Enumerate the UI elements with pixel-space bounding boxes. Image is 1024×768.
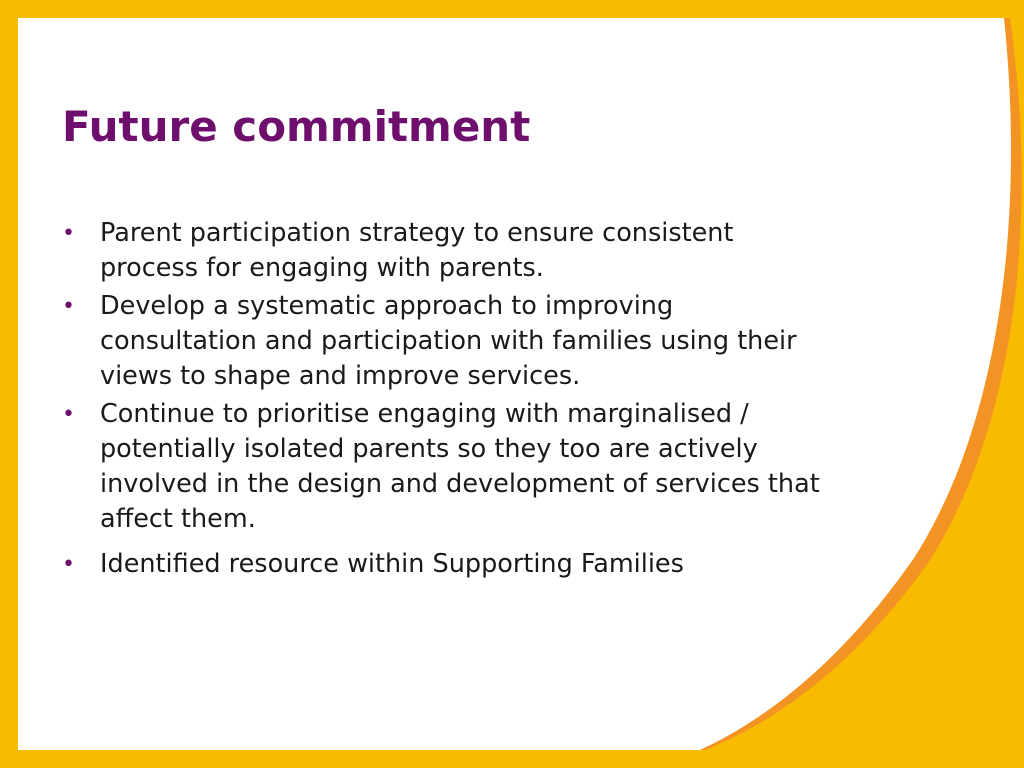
bullet-item-3: [62, 397, 822, 537]
bullet-item-2: [62, 289, 822, 394]
bullet-list: [62, 216, 822, 585]
bullet-dot-icon: •: [62, 294, 75, 319]
bullet-text-1: Parent participation strategy to ensure consistent process for engaging with parents.: [100, 218, 734, 283]
bullet-text-2: Develop a systematic approach to improving consultation and participation with families using their views to shape and improve services.: [100, 291, 797, 391]
slide-title: Future commitment: [62, 102, 531, 151]
bullet-text-3: Continue to prioritise engaging with marginalised / potentially isolated parents so they too are actively involved in the design and development of services that affect them.: [100, 399, 820, 534]
bullet-dot-icon: •: [62, 552, 75, 577]
bullet-item-1: [62, 216, 822, 286]
bullet-dot-icon: •: [62, 402, 75, 427]
bullet-dot-icon: •: [62, 221, 75, 246]
bullet-item-4: [62, 547, 822, 582]
bullet-text-4: Identified resource within Supporting Families: [100, 549, 684, 579]
